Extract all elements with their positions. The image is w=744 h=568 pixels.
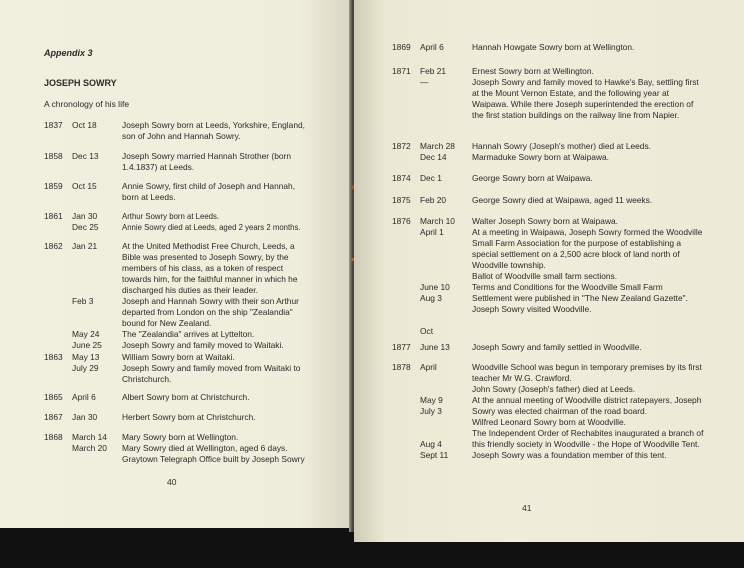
entry-text: Hannah Howgate Sowry born at Wellington.: [472, 42, 635, 52]
entry-dates: March 14 March 20: [72, 432, 107, 453]
entry-year: 1876: [392, 216, 411, 226]
entry-year: 1867: [44, 412, 63, 422]
entry-year: 1877: [392, 342, 411, 352]
entry-dates: Oct 15: [72, 181, 97, 191]
entry-dates: Feb 20: [420, 195, 447, 205]
entry-year: 1865: [44, 392, 63, 402]
entry-text: Woodville School was begun in temporary premises by its first teacher Mr W.G. Crawford. John Sowry (Joseph's father) died at Leeds. At the annual meeting of Woodville district ratepayers, Joseph Sowry was elected chairman of the road board. Wilfred Leonard Sowry born at Woodville. The Independent Order of Rechabites inaugurated a branch of this friendly society in Woodville - the Hope of Woodville Tent. Joseph Sowry was a foundation member of this tent.: [472, 362, 704, 460]
entry-dates: March 28 Dec 14: [420, 141, 455, 162]
entry-text: Joseph Sowry married Hannah Strother (born 1.4.1837) at Leeds.: [122, 151, 291, 172]
entry-dates: March 10 April 1 June 10 Aug 3 Oct: [420, 216, 455, 336]
entry-dates: Dec 13: [72, 151, 99, 161]
entry-dates: Dec 1: [420, 173, 442, 183]
entry-year: 1871: [392, 66, 411, 76]
entry-text: Herbert Sowry born at Christchurch.: [122, 412, 256, 422]
entry-dates: Oct 18: [72, 120, 97, 130]
entry-text: William Sowry born at Waitaki. Joseph Sowry and family moved from Waitaki to Christchurch.: [122, 352, 301, 384]
entry-year: 1862: [44, 241, 63, 251]
entry-text: Walter Joseph Sowry born at Waipawa. At a meeting in Waipawa, Joseph Sowry formed the Woodville Small Farm Association for the purpose of establishing a special settlement on a 2,500 acre block of land north of Woodville township. Ballot of Woodville small farm sections. Terms and Conditions for the Woodville Small Farm Settlement were published in "The New Zealand Gazette". Joseph Sowry visited Woodville.: [472, 216, 703, 314]
entry-year: 1863: [44, 352, 63, 362]
left-page: [0, 0, 352, 528]
entry-text: George Sowry died at Waipawa, aged 11 weeks.: [472, 195, 653, 205]
page-title: JOSEPH SOWRY: [44, 78, 117, 88]
entry-dates: Jan 21 Feb 3 May 24 June 25: [72, 241, 102, 350]
entry-year: 1874: [392, 173, 411, 183]
appendix-label: Appendix 3: [44, 48, 93, 58]
right-page: [354, 0, 744, 542]
entry-year: 1875: [392, 195, 411, 205]
entry-dates: Feb 21 —: [420, 66, 447, 87]
entry-text: Mary Sowry born at Wellington. Mary Sowry died at Wellington, aged 6 days. Graytown Telegraph Office built by Joseph Sowry: [122, 432, 305, 464]
entry-dates: Jan 30: [72, 412, 98, 422]
entry-dates: Jan 30 Dec 25: [72, 211, 99, 232]
entry-year: 1878: [392, 362, 411, 372]
entry-year: 1837: [44, 120, 63, 130]
entry-dates: April 6: [420, 42, 444, 52]
entry-year: 1869: [392, 42, 411, 52]
entry-year: 1859: [44, 181, 63, 191]
page-subtitle: A chronology of his life: [44, 99, 130, 109]
entry-text: George Sowry born at Waipawa.: [472, 173, 593, 183]
entry-dates: April 6: [72, 392, 96, 402]
entry-text: Arthur Sowry born at Leeds. Annie Sowry died at Leeds, aged 2 years 2 months.: [122, 212, 301, 232]
entry-dates: April May 9 July 3 Aug 4 Sept 11: [420, 362, 449, 460]
entry-year: 1872: [392, 141, 411, 151]
entry-year: 1858: [44, 151, 63, 161]
entry-text: Hannah Sowry (Joseph's mother) died at Leeds. Marmaduke Sowry born at Waipawa.: [472, 141, 651, 162]
page-number: 40: [167, 477, 177, 487]
entry-year: 1861: [44, 211, 63, 221]
entry-text: Albert Sowry born at Christchurch.: [122, 392, 250, 402]
entry-dates: June 13: [420, 342, 450, 352]
page-number: 41: [522, 503, 532, 513]
entry-text: Ernest Sowry born at Wellington. Joseph Sowry and family moved to Hawke's Bay, settling first at the Mount Vernon Estate, and the following year at Waipawa. While there Joseph superintended the erection of the first station buildings on the railway line from Napier.: [472, 66, 699, 120]
entry-text: Joseph Sowry born at Leeds, Yorkshire, England, son of John and Hannah Sowry.: [122, 120, 305, 141]
entry-text: Annie Sowry, first child of Joseph and Hannah, born at Leeds.: [122, 181, 296, 202]
entry-year: 1868: [44, 432, 63, 442]
entry-text: Joseph Sowry and family settled in Woodville.: [472, 342, 642, 352]
entry-text: At the United Methodist Free Church, Leeds, a Bible was presented to Joseph Sowry, by the members of his class, as a token of respect towards him, for the faithful manner in which he discharged his duties as their leader. Joseph and Hannah Sowry with their son Arthur departed from London on the ship "Zealandia" bound for New Zealand. The "Zealandia" arrives at Lyttelton. Joseph Sowry and family moved to Waitaki.: [122, 241, 299, 350]
entry-dates: May 13 July 29: [72, 352, 100, 373]
